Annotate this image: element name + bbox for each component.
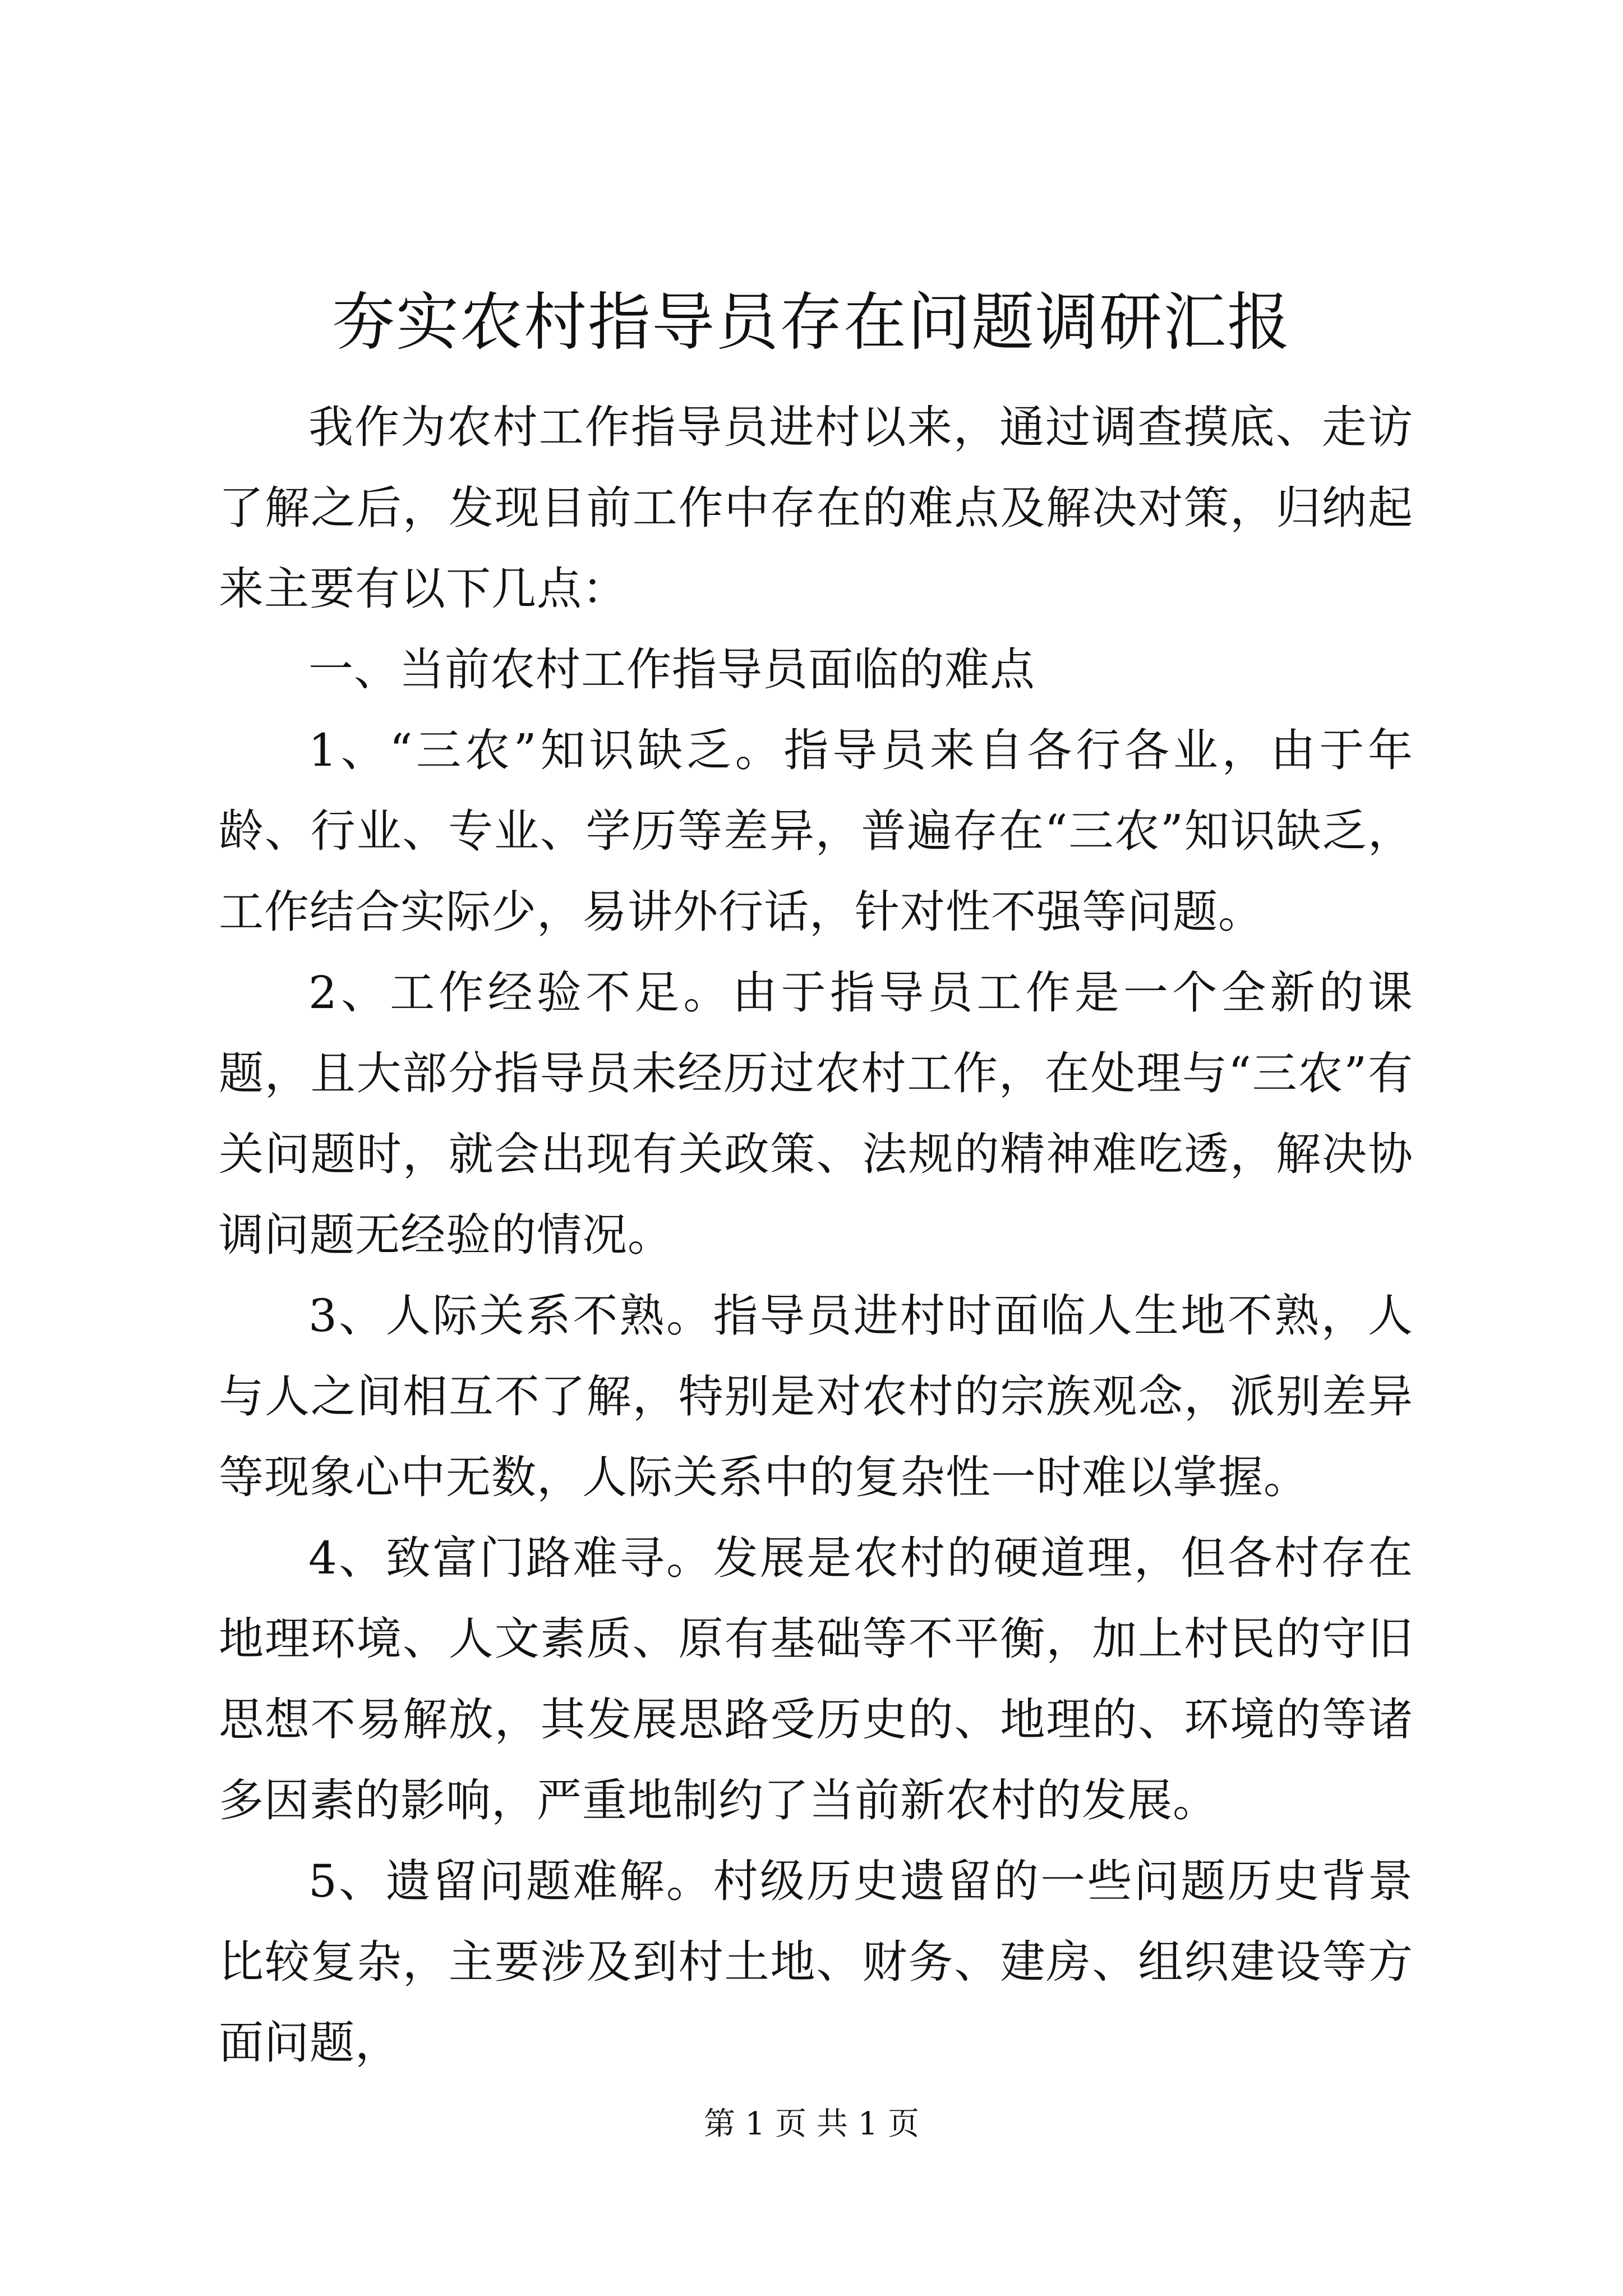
document-body (219, 387, 1413, 2083)
section-heading-difficulties: 一、当前农村工作指导员面临的难点 (308, 643, 1035, 696)
paragraph-item-2: 2、工作经验不足。由于指导员工作是一个全新的课题，且大部分指导员未经历过农村工作，在处理与“三农”有关问题时，就会出现有关政策、法规的精神难吃透，解决协调问题无经验的情况。 (219, 967, 1413, 1261)
page-number-footer: 第 1 页 共 1 页 (703, 2106, 920, 2142)
paragraph-item-1: 1、“三农”知识缺乏。指导员来自各行各业，由于年龄、行业、专业、学历等差异，普遍存在“三农”知识缺乏，工作结合实际少，易讲外行话，针对性不强等问题。 (219, 724, 1413, 938)
paragraph-item-3: 3、人际关系不熟。指导员进村时面临人生地不熟，人与人之间相互不了解，特别是对农村的宗族观念，派别差异等现象心中无数，人际关系中的复杂性一时难以掌握。 (219, 1290, 1413, 1503)
document-title: 夯实农村指导员存在问题调研汇报 (332, 286, 1291, 359)
paragraph-item-4: 4、致富门路难寻。发展是农村的硬道理，但各村存在地理环境、人文素质、原有基础等不平衡，加上村民的守旧思想不易解放，其发展思路受历史的、地理的、环境的等诸多因素的影响，严重地制约了当前新农村的发展。 (219, 1532, 1413, 1826)
paragraph-intro: 我作为农村工作指导员进村以来，通过调查摸底、走访了解之后，发现目前工作中存在的难点及解决对策，归纳起来主要有以下几点： (219, 401, 1413, 615)
paragraph-item-5: 5、遗留问题难解。村级历史遗留的一些问题历史背景比较复杂，主要涉及到村土地、财务、建房、组织建设等方面问题， (219, 1855, 1413, 2069)
